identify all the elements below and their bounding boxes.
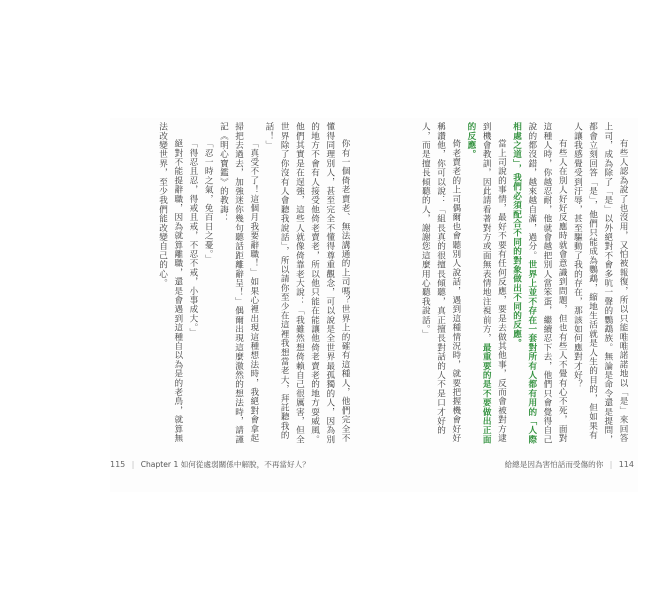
left-page: [110, 118, 374, 492]
right_page-paragraph: [508, 122, 569, 444]
body-text: 「得忍且忍，得戒且戒，不忍不戒，小事成大。」: [187, 139, 198, 338]
highlighted-text: 最重要的是不要做出正面的反應。: [465, 122, 492, 445]
body-text: 「忍一時之氣，免百日之憂。」: [203, 139, 214, 264]
highlighted-text: 世界上並不存在一套對所有人都有用的「人際相處之道」，我們必須配合不同的對象做出不同的反應。: [511, 122, 537, 444]
left-page-footer: [110, 459, 310, 470]
body-text: 倚老賣老的上司偶爾也會聽別人說話，遇到這種情況時，就要把握機會好好稱讚他，你可以說：「組長真的很擅長傾聽，真正擅長對話的人不是口才好的人，而是擅長傾聽的人，謝謝您這麼用心聽我說話。」: [420, 122, 461, 443]
footer-divider: |: [609, 460, 613, 469]
left_page-paragraph: [261, 122, 352, 444]
left_page-paragraph: [215, 122, 261, 444]
body-text: 有些人在別人好好反應時就會意識到問題，但也有些人不覺有心不死，面對這種人時，你越忍耐，他就會越把別人當笨蛋，繼續忍下去，他們只會覺得自己說的都沒錯，越來越自滿，過分。: [526, 122, 568, 444]
body-text: 你有一個倚老賣老、無法講通的上司嗎？世界上的確有這種人，他們完全不懂得同理別人，甚至完全不懂得尊重觀念，可以說是全世界最孤獨的人，因為別的地方不會有人接受他倚老賣老，所以他只能在能讓他倚老賣老的地方耍威風。他們其實是在逞強，這些人就像倚靠老大說：「我雖然想倚賴自己很厲害，但全世界除了你沒有人會聽我說話」，所以請你至少在這裡我想當老大，拜託聽我的話！」: [263, 122, 350, 444]
body-text: 有些人認為說了也沒用，又怕被報復，所以只能唯唯諾諾地以「是」來回答上司，成為除了「是」以外絕對不會多吭一聲的鸚鵡族。無論是命令還是提問，都會立刻回答「是」，他們只能成為鸚鵡，縮地生活就是人生的目的，但如果有人讓我感覺受到汙辱，甚至驅動了我的存在，那該如何應對才好？: [572, 122, 628, 444]
chapter-title: 如何從處弱關係中解脫，不再當好人？: [180, 460, 310, 469]
footer-divider: |: [131, 460, 135, 469]
right-page-footer: [505, 459, 634, 470]
body-text: 絕對不能提辭職，因為就算離職，還是會遇到這種自以為是的老鳥，就算無法改變世界，至少我們能改變自己的心。: [157, 122, 183, 443]
body-text: 「真受不了！這個月我要辭職！」如果心裡出現這種想法時，我絕對會拿起掃把去過去，加強迷你幾句聽話距離辭呈！」偶爾出現這麼激然的想法時，請謹記《明心寶鑑》的教誨：: [218, 122, 259, 444]
right-page-body: [404, 122, 630, 444]
chapter-label: Chapter 1: [140, 460, 179, 469]
left_page-paragraph: [185, 122, 200, 444]
left-page-body: [130, 122, 352, 444]
book-title: 給總是因為害怕話而受傷的你: [504, 460, 604, 469]
right_page-paragraph: [463, 122, 509, 444]
left_page-paragraph: [200, 122, 215, 444]
book-spread: [110, 118, 638, 492]
right_page-paragraph: [417, 122, 463, 444]
right-page: [376, 118, 638, 492]
body-text: 當上司說的事情，最好不要有任何反應，要是去做其他事，反而會被對方逮到機會教訓，因此請看著對方或面無表情地注視前方，: [481, 122, 507, 443]
left_page-paragraph: [154, 122, 184, 444]
page-number: 114: [618, 460, 634, 469]
right_page-paragraph: [569, 122, 630, 444]
page-number: 115: [110, 460, 126, 469]
